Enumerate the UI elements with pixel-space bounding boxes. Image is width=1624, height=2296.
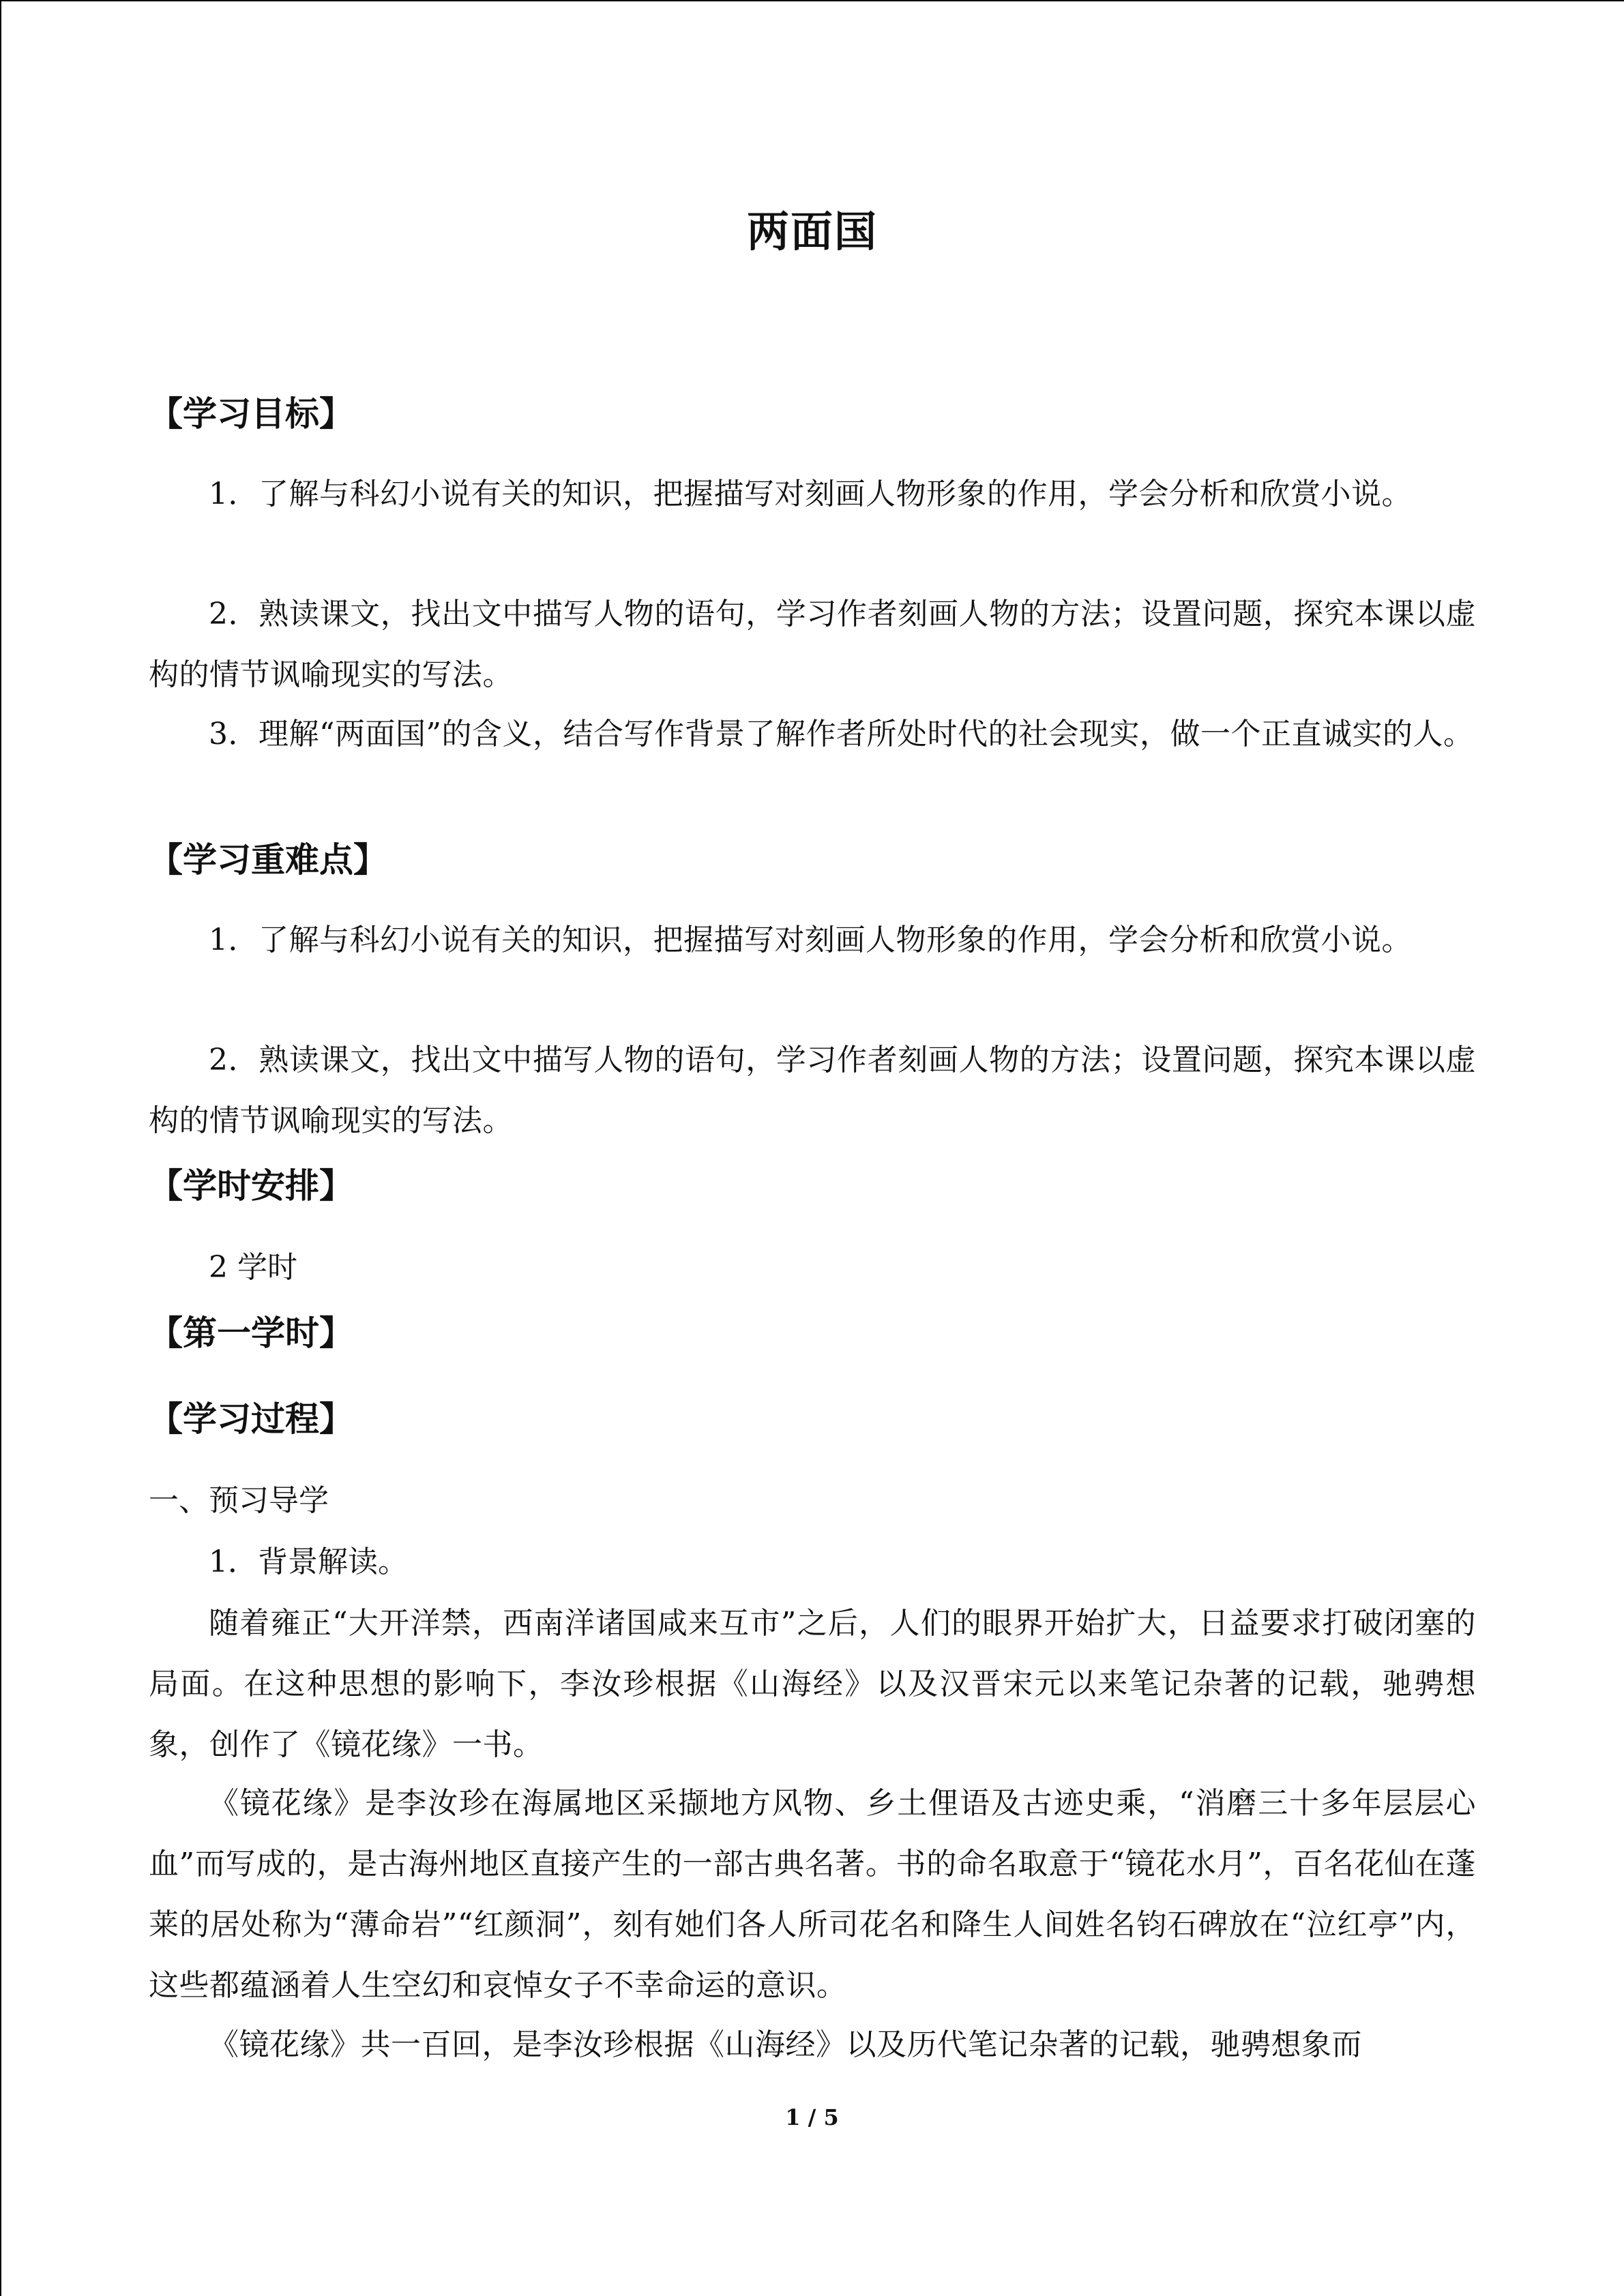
- body-paragraph-2: 《镜花缘》是李汝珍在海属地区采撷地方风物、乡土俚语及古迹史乘，“消磨三十多年层层心血”而写成的，是古海州地区直接产生的一部古典名著。书的命名取意于“镜花水月”，百名花仙在蓬莱的居处称为“薄命岩”“红颜洞”，刻有她们各人所司花名和降生人间姓名钧石碑放在“泣红亭”内，这些都蕴涵着人生空幻和哀悼女子不幸命运的意识。: [149, 1786, 1476, 2003]
- body-paragraph-1: 随着雍正“大开洋禁，西南洋诸国咸来互市”之后，人们的眼界开始扩大，日益要求打破闭塞的局面。在这种思想的影响下，李汝珍根据《山海经》以及汉晋宋元以来笔记杂著的记载，驰骋想象，创作了《镜花缘》一书。: [149, 1606, 1476, 1762]
- process-heading: 【学习过程】: [149, 1399, 353, 1439]
- keypoint-item-1: 1．了解与科幻小说有关的知识，把握描写对刻画人物形象的作用，学会分析和欣赏小说。: [209, 923, 1412, 957]
- page-number: 1 / 5: [785, 2104, 839, 2130]
- objective-item-2: 2．熟读课文，找出文中描写人物的语句，学习作者刻画人物的方法；设置问题，探究本课以虚构的情节讽喻现实的写法。: [149, 597, 1476, 692]
- keypoint-item-2: 2．熟读课文，找出文中描写人物的语句，学习作者刻画人物的方法；设置问题，探究本课以虚构的情节讽喻现实的写法。: [149, 1043, 1476, 1138]
- objective-item-3: 3．理解“两面国”的含义，结合写作背景了解作者所处时代的社会现实，做一个正直诚实的人。: [209, 717, 1474, 751]
- background-heading: 1．背景解读。: [209, 1545, 408, 1579]
- schedule-text: 2 学时: [209, 1250, 297, 1285]
- document-title: 两面国: [746, 207, 878, 256]
- preview-heading: 一、预习导学: [149, 1483, 329, 1518]
- first-period-heading: 【第一学时】: [149, 1313, 353, 1353]
- schedule-heading: 【学时安排】: [149, 1166, 353, 1206]
- keypoints-heading: 【学习重难点】: [149, 840, 387, 880]
- objective-item-1: 1．了解与科幻小说有关的知识，把握描写对刻画人物形象的作用，学会分析和欣赏小说。: [209, 477, 1412, 511]
- objectives-heading: 【学习目标】: [149, 394, 353, 434]
- body-paragraph-3: 《镜花缘》共一百回，是李汝珍根据《山海经》以及历代笔记杂著的记载，驰骋想象而: [209, 2027, 1362, 2062]
